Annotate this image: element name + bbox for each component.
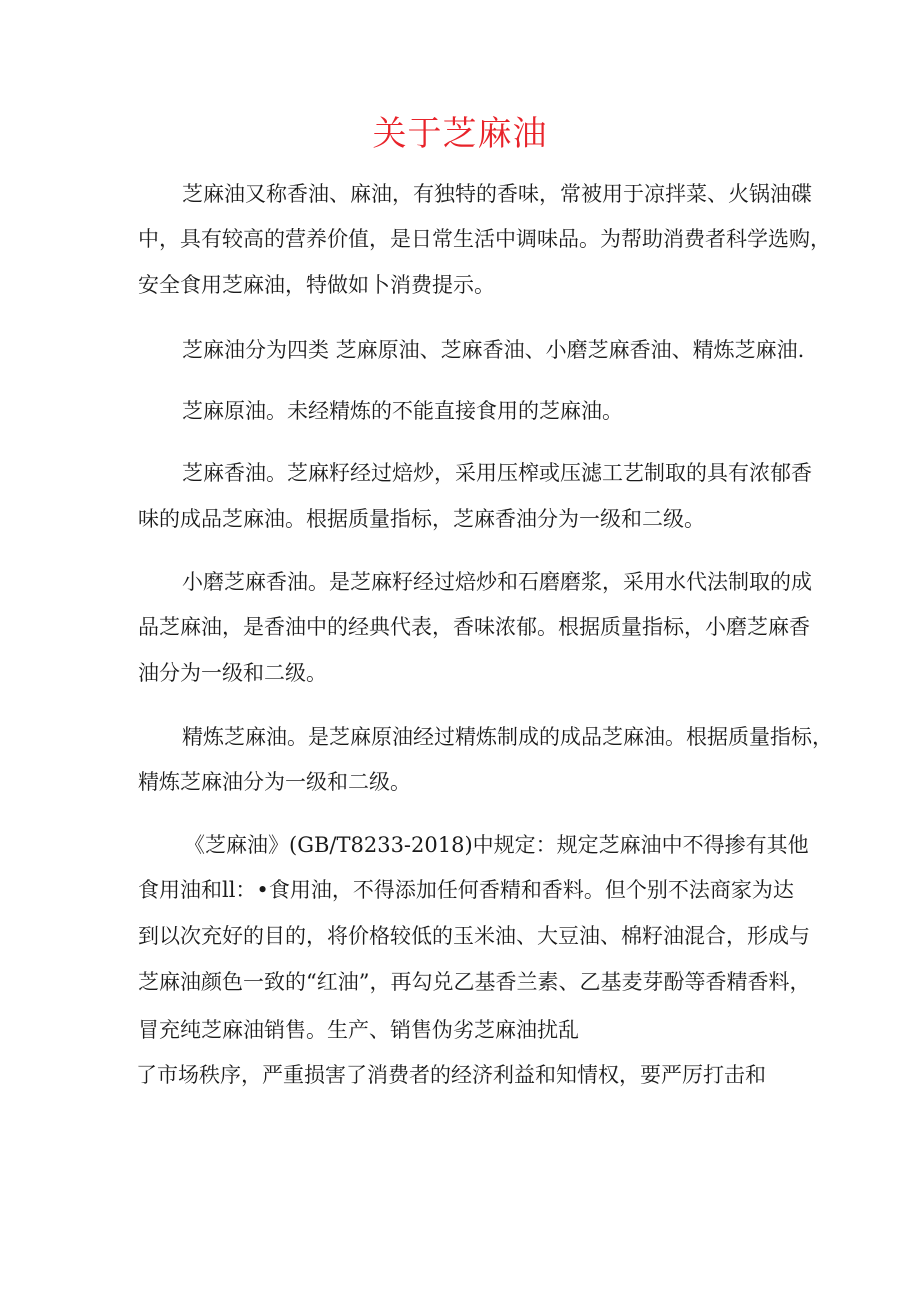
document-title: 关于芝麻油 [372, 114, 548, 154]
paragraph-line: 芝麻油又称香油、麻油，有独特的香味，常被用于凉拌菜、火锅油碟 [182, 182, 812, 206]
paragraph-line: 安全食用芝麻油，特做如卜消费提示。 [138, 273, 495, 297]
paragraph-line: 品芝麻油，是香油中的经典代表，香味浓郁。根据质量指标，小磨芝麻香 [138, 615, 810, 639]
paragraph-line: 食用油和ll：•食用油，不得添加任何香精和香料。但个别不法商家为达 [138, 878, 794, 902]
paragraph-line: 油分为一级和二级。 [138, 661, 327, 685]
paragraph-line: 精炼芝麻油。是芝麻原油经过精炼制成的成品芝麻油。根据质量指标， [182, 725, 833, 749]
paragraph-line: 《芝麻油》(GB/T8233-2018)中规定：规定芝麻油中不得掺有其他 [184, 833, 809, 857]
paragraph-line: 中，具有较高的营养价值，是日常生活中调味品。为帮助消费者科学选购， [138, 227, 831, 251]
paragraph-line: 味的成品芝麻油。根据质量指标，芝麻香油分为一级和二级。 [138, 507, 705, 531]
paragraph-line: 了市场秩序，严重损害了消费者的经济利益和知情权，要严厉打击和 [136, 1063, 766, 1087]
paragraph-line: 小磨芝麻香油。是芝麻籽经过焙炒和石磨磨浆，采用水代法制取的成 [182, 570, 812, 594]
paragraph-line: 芝麻油颜色一致的“红油”，再勾兑乙基香兰素、乙基麦芽酚等香精香料， [138, 970, 811, 994]
paragraph-line: 冒充纯芝麻油销售。生产、销售伪劣芝麻油扰乱 [138, 1018, 579, 1042]
paragraph-line: 到以次充好的目的，将价格较低的玉米油、大豆油、棉籽油混合，形成与 [138, 924, 810, 948]
paragraph-line: 芝麻香油。芝麻籽经过焙炒，采用压榨或压滤工艺制取的具有浓郁香 [182, 461, 812, 485]
paragraph-line: 芝麻原油。未经精炼的不能直接食用的芝麻油。 [182, 399, 623, 423]
paragraph-line: 芝麻油分为四类 芝麻原油、芝麻香油、小磨芝麻香油、精炼芝麻油. [182, 338, 805, 362]
paragraph-line: 精炼芝麻油分为一级和二级。 [138, 770, 411, 794]
